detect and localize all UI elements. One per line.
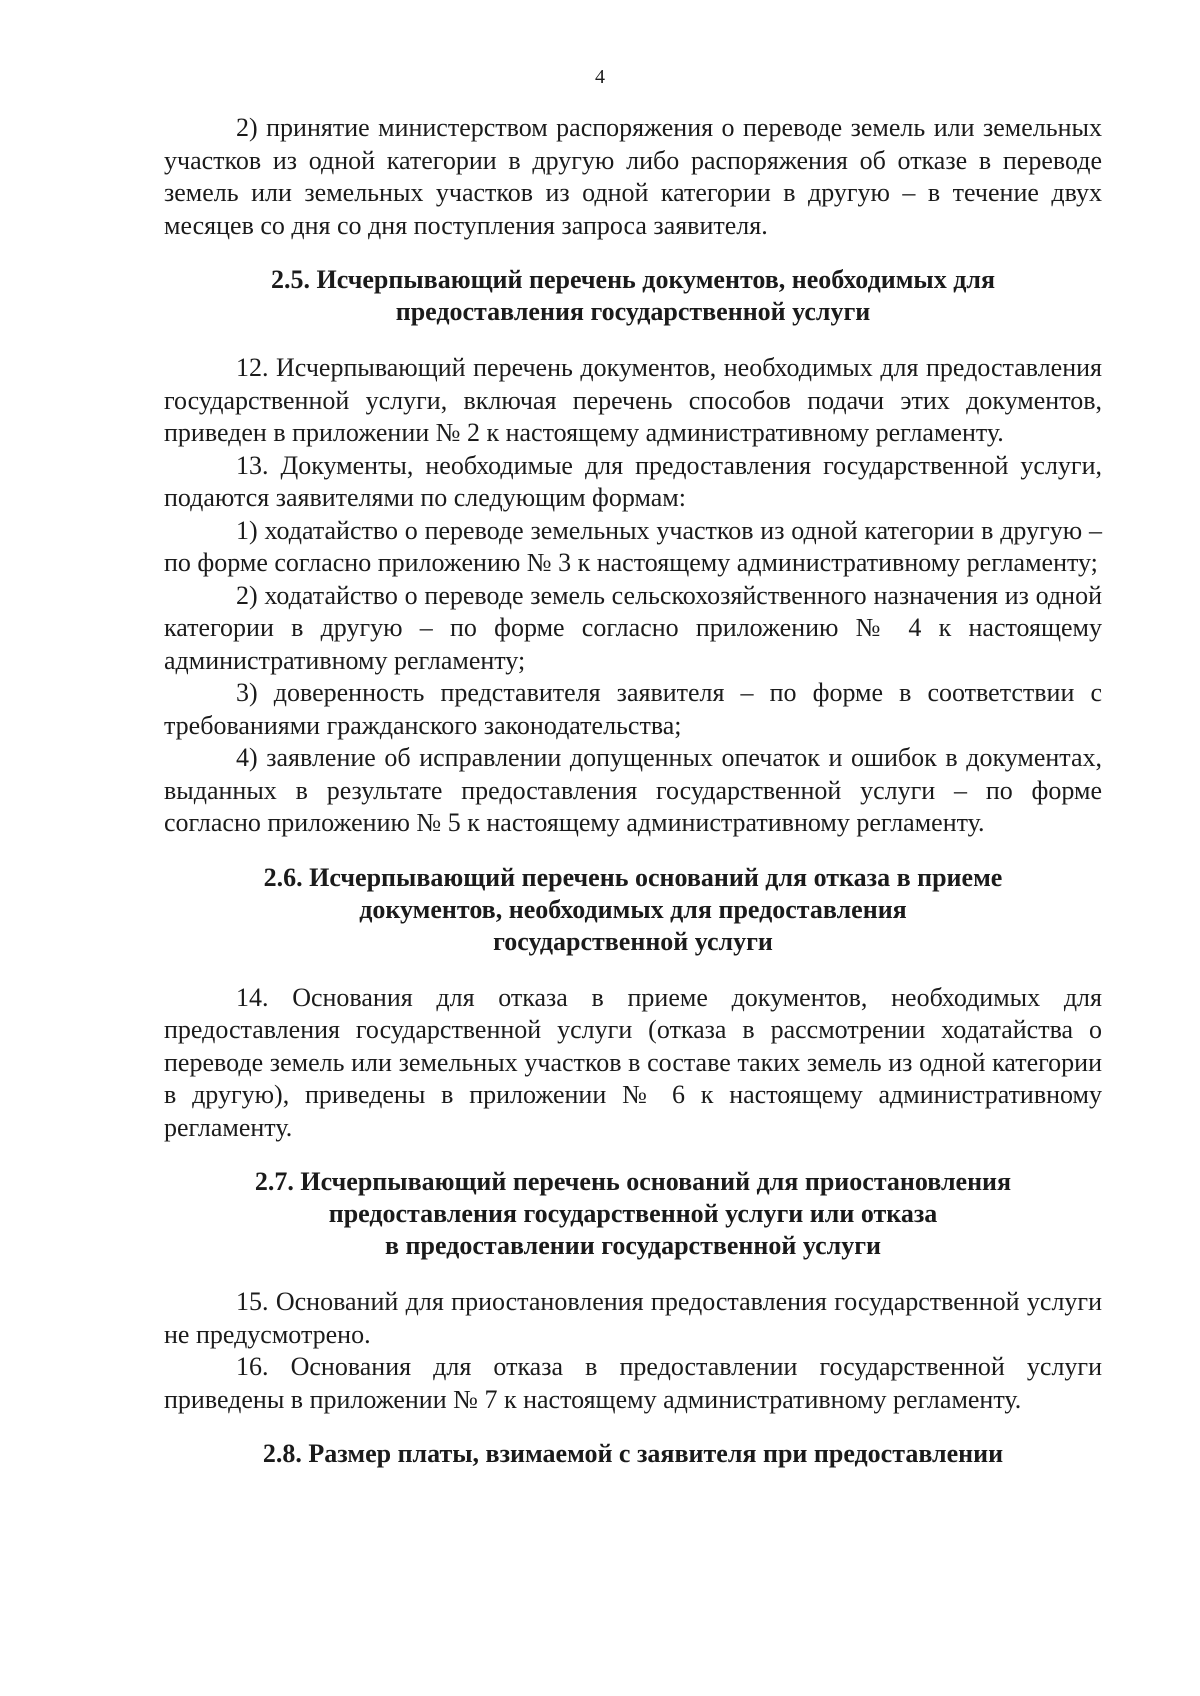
section-2-6-heading [164, 862, 1102, 958]
list-item-1: 1) ходатайство о переводе земельных участков из одной категории в другую – по форме согласно приложению № 3 к настоящему административному регламенту; [164, 515, 1102, 577]
paragraph-16: 16. Основания для отказа в предоставлении государственной услуги приведены в приложении № 7 к настоящему административному регламенту. [164, 1352, 1102, 1414]
paragraph-12: 12. Исчерпывающий перечень документов, необходимых для предоставления государственной услуги, включая перечень способов подачи этих документов, приведен в приложении № 2 к настоящему административному регламенту. [164, 353, 1102, 447]
heading-line: 2.6. Исчерпывающий перечень оснований для отказа в приеме [263, 862, 1003, 892]
heading-line: 2.8. Размер платы, взимаемой с заявителя при предоставлении [262, 1439, 1004, 1468]
heading-line: 2.7. Исчерпывающий перечень оснований для приостановления [254, 1167, 1012, 1196]
section-2-5-heading [164, 264, 1102, 328]
paragraph-14: 14. Основания для отказа в приеме документов, необходимых для предоставления государственной услуги (отказа в рассмотрении ходатайства о переводе земель или земельных участков в составе таких земель из одной категории в другую), приведены в приложении № 6 к настоящему административному регламенту. [164, 982, 1102, 1142]
paragraph-13: 13. Документы, необходимые для предоставления государственной услуги, подаются заявителями по следующим формам: [164, 450, 1102, 512]
heading-line: государственной услуги [493, 926, 773, 956]
section-2-8-heading [164, 1438, 1102, 1470]
heading-line: 2.5. Исчерпывающий перечень документов, необходимых для [270, 265, 996, 294]
heading-line: предоставления государственной услуги или отказа [328, 1199, 938, 1228]
list-item-4: 4) заявление об исправлении допущенных опечаток и ошибок в документах, выданных в результате предоставления государственной услуги – по форме согласно приложению № 5 к настоящему административному регламенту. [164, 743, 1102, 837]
heading-line: в предоставлении государственной услуги [384, 1231, 881, 1260]
list-item-2: 2) ходатайство о переводе земель сельскохозяйственного назначения из одной категории в другую – по форме согласно приложению № 4 к настоящему административному регламенту; [164, 580, 1102, 675]
paragraph-15: 15. Оснований для приостановления предоставления государственной услуги не предусмотрено. [164, 1287, 1102, 1349]
heading-line: предоставления государственной услуги [395, 297, 871, 326]
intro-paragraph: 2) принятие министерством распоряжения о переводе земель или земельных участков из одной категории в другую либо распоряжения об отказе в переводе земель или земельных участков из одной категории в другую – в течение двух месяцев со дня со дня поступления запроса заявителя. [164, 113, 1102, 240]
document-body [164, 112, 1102, 1470]
section-2-7-body [164, 1286, 1102, 1416]
list-item-3: 3) доверенность представителя заявителя – по форме в соответствии с требованиями гражданского законодательства; [164, 678, 1102, 740]
heading-line: документов, необходимых для предоставления [359, 894, 907, 924]
section-2-6-body [164, 982, 1102, 1145]
section-2-5-body [164, 352, 1102, 840]
section-2-7-heading [164, 1166, 1102, 1262]
page-number: 4 [595, 66, 605, 88]
